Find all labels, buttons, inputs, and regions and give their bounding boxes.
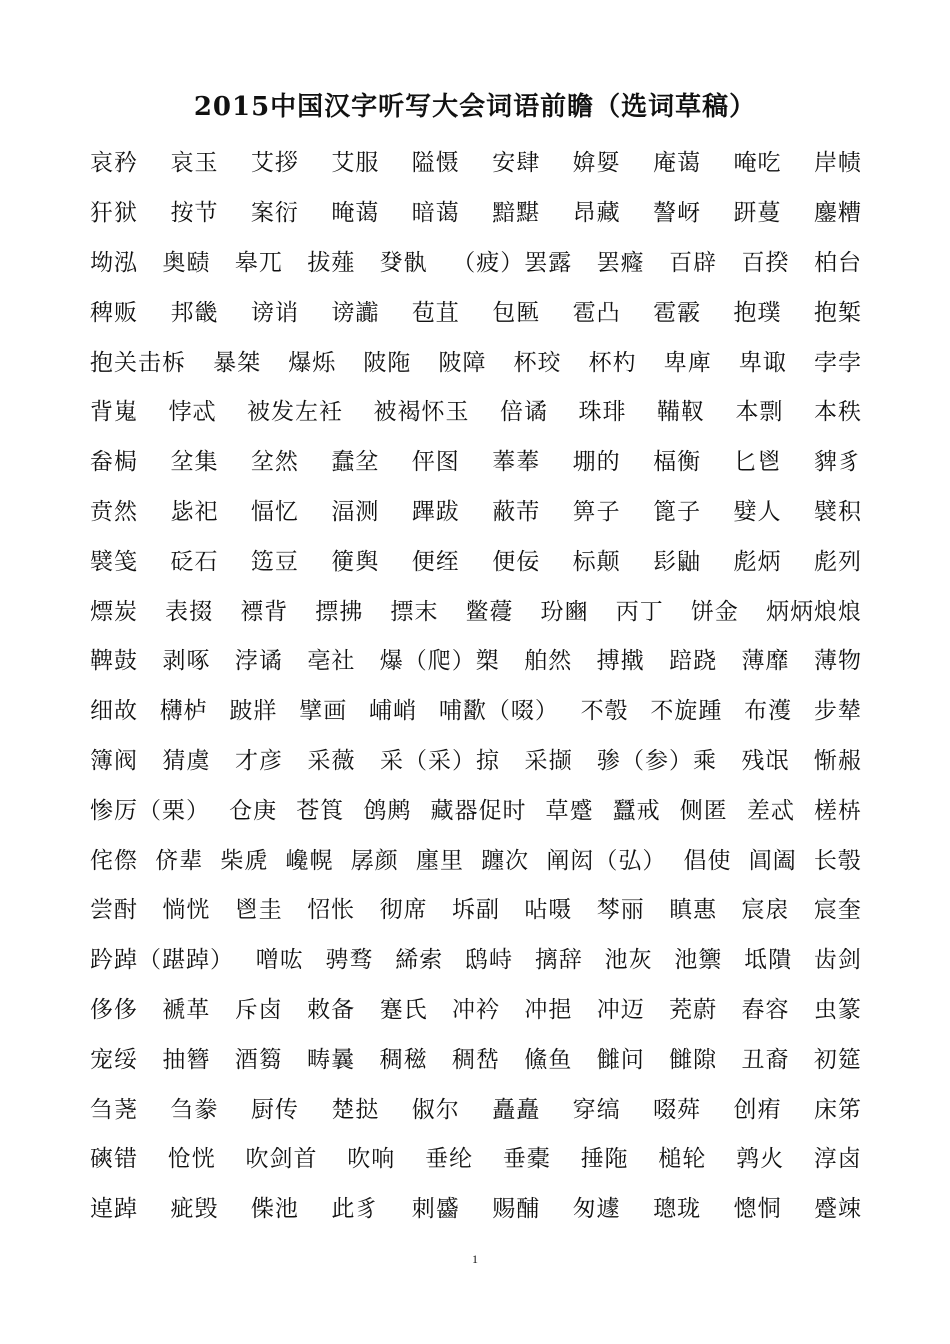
- word-entry: 剥啄: [162, 648, 211, 675]
- word-entry: 暗蔼: [411, 200, 460, 227]
- word-entry: 絺索: [395, 947, 444, 974]
- word-entry: 鞞鼓: [90, 648, 138, 675]
- word-entry: 才彦: [235, 747, 283, 774]
- word-entry: 安肆: [492, 150, 541, 177]
- word-entry: 稠嵆: [451, 1046, 500, 1073]
- word-row: [90, 1132, 862, 1182]
- word-entry: 猜虞: [162, 747, 211, 774]
- word-entry: 畴曩: [307, 1046, 356, 1073]
- word-entry: 步辇: [813, 698, 862, 725]
- word-entry: 宠绥: [90, 1046, 138, 1073]
- word-entry: 被发左衽: [247, 399, 343, 426]
- word-row: [90, 385, 862, 435]
- word-entry: 鬯圭: [234, 897, 283, 924]
- word-entry: 陂障: [438, 349, 487, 376]
- word-entry: 唵吃: [733, 150, 782, 177]
- word-row: [90, 684, 862, 734]
- word-entry: 笾豆: [250, 548, 299, 575]
- word-entry: 创痏: [733, 1096, 782, 1123]
- word-entry: 案衍: [250, 200, 299, 227]
- word-entry: 奥赜: [162, 249, 211, 276]
- word-entry: 犴狱: [90, 200, 138, 227]
- word-entry: 酒篘: [234, 1046, 283, 1073]
- word-entry: 雠隙: [669, 1046, 718, 1073]
- word-entry: 宸奎: [813, 897, 862, 924]
- word-entry: 瞋惠: [669, 897, 718, 924]
- word-row: [90, 186, 862, 236]
- word-entry: 垂橐: [502, 1146, 551, 1173]
- word-entry: 卑庳: [663, 349, 712, 376]
- word-entry: 雹凸: [572, 299, 621, 326]
- word-row: [90, 335, 862, 385]
- word-entry: 爆烁: [288, 349, 337, 376]
- word-entry: 亳社: [307, 648, 356, 675]
- word-entry: 癹骫: [379, 249, 428, 276]
- word-entry: 惝恍: [162, 897, 211, 924]
- word-row: [90, 236, 862, 286]
- word-entry: 敕备: [307, 996, 356, 1023]
- word-entry: 雹霰: [653, 299, 702, 326]
- word-entry: 垂纶: [425, 1146, 474, 1173]
- word-entry: 毖祀: [170, 498, 219, 525]
- word-entry: 蹙竦: [813, 1196, 862, 1223]
- word-row: [90, 734, 862, 784]
- word-entry: 彻席: [379, 897, 428, 924]
- word-row: [90, 485, 862, 535]
- word-entry: 爆（爬）槊: [379, 648, 500, 675]
- word-entry: 怆恍: [167, 1146, 216, 1173]
- word-entry: 邦畿: [170, 299, 219, 326]
- word-entry: 彪列: [813, 548, 862, 575]
- word-entry: 表掇: [165, 598, 214, 625]
- word-entry: 熛炭: [90, 598, 138, 625]
- word-entry: 畚梮: [90, 449, 138, 476]
- word-row: [90, 783, 862, 833]
- word-entry: 谤诮: [250, 299, 299, 326]
- word-entry: 彪炳: [733, 548, 782, 575]
- word-entry: 惨厉（栗）: [90, 797, 210, 824]
- word-entry: 斥卤: [234, 996, 283, 1023]
- word-entry: 差忒: [746, 797, 795, 824]
- word-entry: 背嵬: [90, 399, 138, 426]
- word-row: [90, 933, 862, 983]
- word-row: [90, 1032, 862, 1082]
- word-entry: 本剽: [735, 399, 784, 426]
- word-entry: 便绖: [411, 548, 460, 575]
- word-entry: 杯杓: [588, 349, 637, 376]
- word-entry: 宸扆: [741, 897, 790, 924]
- word-entry: 湢测: [331, 498, 380, 525]
- word-entry: 刍荛: [90, 1096, 138, 1123]
- word-entry: 穿缟: [572, 1096, 621, 1123]
- word-entry: 细故: [90, 698, 138, 725]
- word-entry: 被褐怀玉: [373, 399, 470, 426]
- word-entry: 虫篆: [813, 996, 862, 1023]
- word-entry: 淳卤: [813, 1146, 862, 1173]
- word-entry: 薄物: [813, 648, 862, 675]
- word-entry: 哀矜: [90, 150, 138, 177]
- word-entry: 池灰: [604, 947, 653, 974]
- word-entry: 舶然: [524, 648, 573, 675]
- word-entry: 摽末: [390, 598, 439, 625]
- word-row: [90, 883, 862, 933]
- word-entry: 杯珓: [513, 349, 562, 376]
- word-entry: 厨传: [250, 1096, 299, 1123]
- word-entry: 百辟: [669, 249, 718, 276]
- word-entry: 哺歠（啜）: [438, 698, 559, 725]
- word-row: [90, 634, 862, 684]
- word-entry: 丑裔: [741, 1046, 790, 1073]
- word-entry: 躔次: [481, 847, 530, 874]
- word-entry: 谤讟: [331, 299, 380, 326]
- word-entry: 蠶戒: [612, 797, 661, 824]
- word-entry: 疵毁: [170, 1196, 219, 1223]
- word-row: [90, 1082, 862, 1132]
- word-entry: 欂栌: [159, 698, 208, 725]
- word-entry: 襞积: [813, 498, 862, 525]
- word-entry: 侈侈: [90, 996, 138, 1023]
- word-entry: 趻踔（踸踔）: [90, 947, 234, 974]
- word-entry: 媕娿: [572, 150, 621, 177]
- word-entry: 不旋踵: [650, 698, 723, 725]
- word-entry: 百揆: [741, 249, 790, 276]
- word-entry: 伻图: [411, 449, 460, 476]
- word-entry: 刺䶠: [411, 1196, 460, 1223]
- word-entry: 刍豢: [170, 1096, 219, 1123]
- word-entry: 璁珑: [653, 1196, 702, 1223]
- word-entry: 吹剑首: [245, 1146, 318, 1173]
- word-entry: 抱关击柝: [90, 349, 186, 376]
- word-entry: 尝酎: [90, 897, 138, 924]
- word-entry: 匆遽: [572, 1196, 621, 1223]
- word-entry: 磢错: [90, 1146, 138, 1173]
- word-entry: 隘慑: [411, 150, 460, 177]
- word-entry: 褾背: [240, 598, 289, 625]
- word-entry: 柏台: [813, 249, 862, 276]
- word-entry: 噌吰: [255, 947, 304, 974]
- word-entry: 廛里: [415, 847, 464, 874]
- word-entry: 卑诹: [738, 349, 787, 376]
- word-entry: 阊阖: [748, 847, 797, 874]
- word-row: [90, 136, 862, 186]
- word-entry: 陂陁: [363, 349, 412, 376]
- word-entry: 苞苴: [411, 299, 460, 326]
- word-entry: 孱颜: [350, 847, 399, 874]
- word-entry: 嬖人: [733, 498, 782, 525]
- word-entry: 倍谲: [500, 399, 548, 426]
- word-entry: 逴踔: [90, 1196, 138, 1223]
- word-entry: 孛孛: [813, 349, 862, 376]
- word-entry: 罢癃: [596, 249, 645, 276]
- word-row: [90, 833, 862, 883]
- word-entry: 黯黮: [492, 200, 541, 227]
- word-entry: 包匦: [492, 299, 541, 326]
- word-entry: 槎枿: [813, 797, 862, 824]
- word-entry: 稠稵: [379, 1046, 428, 1073]
- word-entry: 坳泓: [90, 249, 138, 276]
- word-entry: 巉幌: [285, 847, 334, 874]
- word-entry: 箅子: [572, 498, 621, 525]
- word-entry: 坻隤: [744, 947, 793, 974]
- word-entry: 抽簪: [162, 1046, 211, 1073]
- word-entry: 鳖蘉: [465, 598, 514, 625]
- word-entry: 舂容: [741, 996, 790, 1023]
- word-entry: 长彀: [813, 847, 862, 874]
- word-entry: 便佞: [492, 548, 541, 575]
- word-entry: （疲）罢露: [452, 249, 573, 276]
- word-entry: 昂藏: [572, 200, 621, 227]
- word-entry: 艾拶: [250, 150, 299, 177]
- word-entry: 侘傺: [90, 847, 138, 874]
- word-entry: 拔薤: [307, 249, 356, 276]
- word-entry: 怊怅: [307, 897, 356, 924]
- word-entry: 赐酺: [492, 1196, 541, 1223]
- word-entry: 按节: [170, 200, 219, 227]
- word-row: [90, 534, 862, 584]
- word-entry: 矗矗: [492, 1096, 541, 1123]
- word-entry: 篦子: [653, 498, 702, 525]
- word-entry: 饼金: [690, 598, 739, 625]
- word-entry: 骖（参）乘: [597, 747, 717, 774]
- word-entry: 珠琲: [578, 399, 627, 426]
- word-entry: 鞴靫: [657, 399, 705, 426]
- word-row: [90, 285, 862, 335]
- word-list: [90, 136, 862, 1232]
- word-entry: 雠问: [596, 1046, 645, 1073]
- word-entry: 倡使: [683, 847, 732, 874]
- word-entry: 匕鬯: [733, 449, 782, 476]
- word-entry: 本秩: [814, 399, 862, 426]
- word-entry: 蹇氏: [379, 996, 428, 1023]
- word-entry: 楚挞: [331, 1096, 380, 1123]
- word-entry: 槌轮: [658, 1146, 707, 1173]
- word-entry: 草蹙: [545, 797, 594, 824]
- word-entry: 侪辈: [155, 847, 204, 874]
- page-number: 1: [472, 1252, 478, 1266]
- word-entry: 采撷: [524, 747, 573, 774]
- word-entry: 偨池: [250, 1196, 299, 1223]
- word-entry: 晻蔼: [331, 200, 380, 227]
- word-entry: 抱璞: [733, 299, 782, 326]
- word-row: [90, 435, 862, 485]
- word-entry: 齿剑: [813, 947, 862, 974]
- word-entry: 残氓: [741, 747, 790, 774]
- word-entry: 簿阀: [90, 747, 138, 774]
- word-entry: 藏器促时: [430, 797, 527, 824]
- word-entry: 茺蔚: [669, 996, 718, 1023]
- word-entry: 摽拂: [315, 598, 364, 625]
- word-entry: 池籞: [674, 947, 723, 974]
- word-entry: 蹕跋: [411, 498, 460, 525]
- word-entry: 此豸: [331, 1196, 380, 1223]
- word-entry: 鏖糟: [813, 200, 862, 227]
- word-entry: 髟鼬: [653, 548, 702, 575]
- word-entry: 丙丁: [615, 598, 664, 625]
- word-entry: 箯舆: [331, 548, 380, 575]
- word-entry: 采薇: [307, 747, 356, 774]
- word-entry: 阐闳（弘）: [546, 847, 667, 874]
- word-entry: 坌集: [170, 449, 219, 476]
- word-entry: 鸧鹒: [363, 797, 412, 824]
- word-entry: 浡谲: [234, 648, 283, 675]
- word-entry: 堋的: [572, 449, 621, 476]
- word-entry: 吹响: [347, 1146, 396, 1173]
- word-entry: 仓庚: [229, 797, 278, 824]
- word-entry: 擘画: [299, 698, 348, 725]
- word-entry: 搏撠: [596, 648, 645, 675]
- word-row: [90, 584, 862, 634]
- word-entry: 稗贩: [90, 299, 138, 326]
- word-entry: 俶尔: [411, 1096, 460, 1123]
- word-entry: 砭石: [170, 548, 219, 575]
- word-entry: 踣跷: [669, 648, 718, 675]
- word-entry: 哀玉: [170, 150, 219, 177]
- word-row: [90, 983, 862, 1033]
- word-entry: 呫嗫: [524, 897, 573, 924]
- word-entry: 玢豳: [540, 598, 589, 625]
- word-entry: 初筵: [813, 1046, 862, 1073]
- document-title: 2015中国汉字听写大会词语前瞻（选词草稿）: [193, 92, 757, 122]
- word-entry: 贲然: [90, 498, 138, 525]
- word-entry: 鹑火: [736, 1146, 785, 1173]
- word-entry: 皋兀: [234, 249, 283, 276]
- word-entry: 褫革: [162, 996, 211, 1023]
- word-entry: 惭赧: [814, 747, 862, 774]
- word-entry: 暴桀: [213, 349, 262, 376]
- word-entry: 鯈鱼: [524, 1046, 573, 1073]
- word-entry: 采（采）掠: [380, 747, 500, 774]
- word-row: [90, 1182, 862, 1232]
- word-entry: 憁恫: [733, 1196, 782, 1223]
- word-entry: 棽丽: [596, 897, 645, 924]
- word-entry: 岸帻: [813, 150, 862, 177]
- word-entry: 謷岈: [653, 200, 702, 227]
- word-entry: 菶菶: [492, 449, 541, 476]
- word-entry: 薄靡: [741, 648, 790, 675]
- word-entry: 趼蔓: [733, 200, 782, 227]
- word-entry: 蔽芾: [492, 498, 541, 525]
- word-entry: 标颠: [572, 548, 621, 575]
- word-entry: 蠢坌: [331, 449, 380, 476]
- word-entry: 捶陁: [580, 1146, 629, 1173]
- word-entry: 坼副: [451, 897, 500, 924]
- word-entry: 峬峭: [369, 698, 418, 725]
- word-entry: 侧匿: [679, 797, 728, 824]
- word-entry: 不彀: [580, 698, 629, 725]
- word-entry: 愊忆: [250, 498, 299, 525]
- word-entry: 冲挹: [524, 996, 573, 1023]
- word-entry: 床笫: [813, 1096, 862, 1123]
- word-entry: 苍筤: [296, 797, 345, 824]
- word-entry: 布濩: [744, 698, 793, 725]
- word-entry: 冲衿: [451, 996, 500, 1023]
- word-entry: 柴虒: [220, 847, 269, 874]
- word-entry: 艾服: [331, 150, 380, 177]
- word-entry: 跛牂: [229, 698, 278, 725]
- word-entry: 冲迈: [596, 996, 645, 1023]
- word-entry: 貏豸: [813, 449, 862, 476]
- word-entry: 骋骛: [325, 947, 374, 974]
- word-entry: 悖忒: [168, 399, 217, 426]
- word-entry: 鸱峙: [465, 947, 514, 974]
- word-entry: 庵蔼: [653, 150, 702, 177]
- word-entry: 坌然: [250, 449, 299, 476]
- word-entry: 炳炳烺烺: [765, 598, 862, 625]
- word-entry: 楅衡: [653, 449, 702, 476]
- word-entry: 抱椠: [813, 299, 862, 326]
- word-entry: 摛辞: [534, 947, 583, 974]
- word-entry: 襞笺: [90, 548, 138, 575]
- word-entry: 啜荈: [653, 1096, 702, 1123]
